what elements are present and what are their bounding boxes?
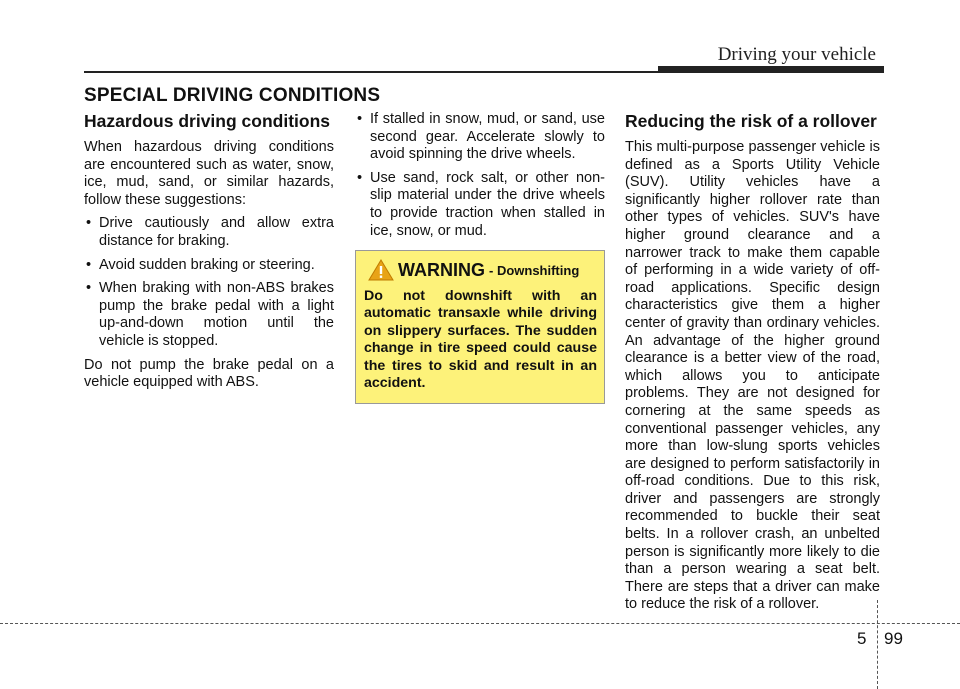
list-item: • If stalled in snow, mud, or sand, use second gear. Accelerate slowly to avoid spinning the drive wheels. bbox=[357, 111, 605, 163]
hazardous-heading: Hazardous driving conditions bbox=[84, 111, 330, 131]
footer-divider bbox=[877, 600, 878, 689]
warning-subtitle: - Downshifting bbox=[489, 262, 580, 278]
hazardous-list bbox=[84, 215, 334, 350]
list-item: • When braking with non-ABS brakes pump the brake pedal with a light up-and-down motion until the vehicle is stopped. bbox=[86, 280, 334, 349]
abs-note: Do not pump the brake pedal on a vehicle equipped with ABS. bbox=[84, 356, 334, 391]
warning-triangle-icon bbox=[368, 259, 394, 281]
header-title: Driving your vehicle bbox=[717, 44, 876, 65]
column-middle bbox=[355, 111, 605, 246]
list-item: • Use sand, rock salt, or other non-slip material under the drive wheels to provide traction when stalled in ice, snow, or mud. bbox=[357, 169, 605, 239]
stalled-list bbox=[355, 111, 605, 240]
rollover-body: This multi-purpose passenger vehicle is defined as a Sports Utility Vehicle (SUV). Utility vehicles have a significantly higher rollover rate than other types of vehicles. SUV's have higher ground clearance and a narrower track to make them capable of performing in a wide variety of off-road applications. Specific design characteristics give them a higher center of gravity than ordinary vehicles. An advantage of the higher ground clearance is a better view of the road, which allows you to anticipate problems. They are not designed for cornering at the same speeds as conventional passenger vehicles, any more than low-slung sports vehicles are designed to perform satisfactorily in off-road conditions. Due to this risk, driver and passengers are strongly recommended to buckle their seat belts. In a rollover crash, an unbelted person is significantly more likely to die than a person wearing a seat belt. There are steps that a driver can make to reduce the risk of a rollover. bbox=[625, 139, 880, 613]
warning-title: WARNING bbox=[398, 259, 485, 280]
chapter-number: 5 bbox=[857, 629, 867, 648]
list-item: • Drive cautiously and allow extra distance for braking. bbox=[86, 215, 334, 249]
footer-rule bbox=[0, 623, 960, 624]
column-right bbox=[625, 111, 880, 620]
rollover-heading: Reducing the risk of a rollover bbox=[625, 111, 877, 131]
list-item: • Avoid sudden braking or steering. bbox=[86, 256, 315, 273]
section-title: SPECIAL DRIVING CONDITIONS bbox=[84, 85, 381, 106]
warning-header bbox=[364, 259, 597, 281]
column-left bbox=[84, 111, 334, 398]
warning-text: Do not downshift with an automatic transaxle while driving on slippery surfaces. The sudden change in tire speed could cause the tires to skid and result in an accident. bbox=[364, 288, 597, 392]
hazardous-intro: When hazardous driving conditions are encountered such as water, snow, ice, mud, sand, or similar hazards, follow these suggestions: bbox=[84, 139, 334, 208]
header-rule-accent bbox=[658, 66, 884, 72]
warning-box bbox=[355, 250, 605, 404]
page-number: 99 bbox=[884, 629, 903, 648]
